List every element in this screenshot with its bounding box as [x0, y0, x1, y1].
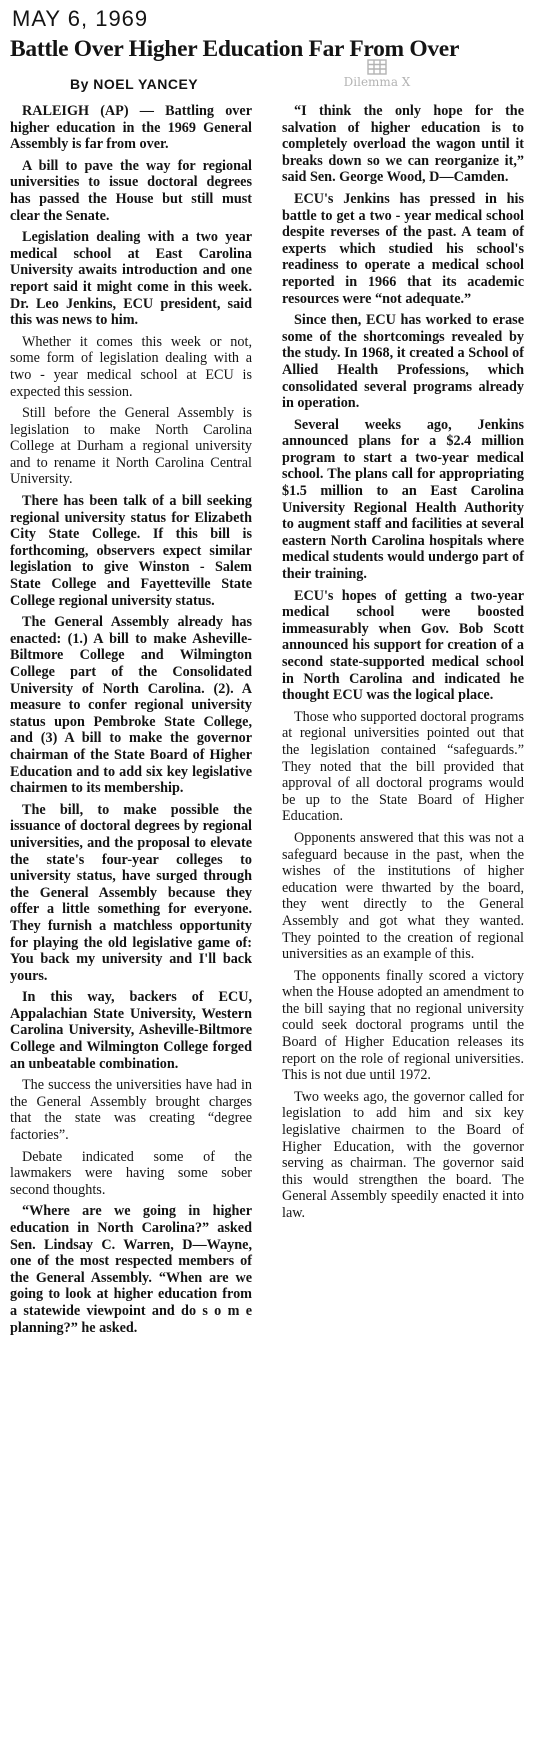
article-column-right [282, 103, 524, 1227]
article-paragraph: The General Assembly already has enacted: (1.) A bill to make Asheville-Biltmore College and Wilmington College part of the Consolidated University of North Carolina. (2). A measure to confer regional university status upon Pembroke State College, and (3) A bill to make the governor chairman of the State Board of Higher Education and to add six key legislative chairmen to its membership. [10, 614, 252, 797]
article-paragraph: Since then, ECU has worked to erase some of the shortcomings revealed by the study. In 1968, it created a School of Allied Health Professions, which consolidated several programs already in operation. [282, 312, 524, 412]
article-paragraph: Debate indicated some of the lawmakers were having some sober second thoughts. [10, 1148, 252, 1198]
article-paragraph: The opponents finally scored a victory when the House adopted an amendment to the bill saying that no regional university could seek doctoral programs until the Board of Higher Education releases its report on the role of regional universities. This is not due until 1972. [282, 967, 524, 1084]
article-paragraph: Legislation dealing with a two year medical school at East Carolina University awaits introduction and one report said it might come in this week. Dr. Leo Jenkins, ECU president, said this was news to him. [10, 229, 252, 329]
article-paragraph: The bill, to make possible the issuance of doctoral degrees by regional universities, and the proposal to elevate the state's four-year colleges to university status, have surged through the General Assembly because they offer a little something for everyone. They furnish a matchless opportunity for playing the old legislative game of: You back my university and I'll back yours. [10, 801, 252, 984]
article-paragraph: There has been talk of a bill seeking regional university status for Elizabeth City State College. If this bill is forthcoming, observers expect similar legislation to give Winston - Salem State College and Fayetteville State College regional university status. [10, 493, 252, 609]
logo-text: Dilemma X [343, 75, 411, 89]
article-paragraph: Two weeks ago, the governor called for legislation to add him and six key legislative chairmen to the Board of Higher Education, with the governor serving as chairman. The governor said this would strengthen the board. The General Assembly speedily enacted it into law. [282, 1088, 524, 1221]
article-paragraph: Whether it comes this week or not, some form of legislation dealing with a two - year medical school at ECU is expected this session. [10, 333, 252, 400]
article-paragraph: “I think the only hope for the salvation of higher education is to completely overload the wagon until it breaks down so we can reorganize it,” said Sen. George Wood, D—Camden. [282, 103, 524, 186]
dateline: MAY 6, 1969 [12, 6, 149, 31]
article-paragraph: Those who supported doctoral programs at regional universities pointed out that the legislation contained “safeguards.” They noted that the bill provided that approval of all doctoral programs would be up to the State Board of Higher Education. [282, 708, 524, 825]
article-paragraph: Several weeks ago, Jenkins announced plans for a $2.4 million program to start a two-year medical school. The plans call for appropriating $1.5 million to an East Carolina University Regional Health Authority to augment staff and facilities at several eastern North Carolina hospitals where medical students would undergo part of their training. [282, 416, 524, 583]
article-paragraph: The success the universities have had in the General Assembly brought charges that the state was creating “degree factories”. [10, 1077, 252, 1144]
article-paragraph: “Where are we going in higher education in North Carolina?” asked Sen. Lindsay C. Warren, D—Wayne, one of the most respected members of the General Assembly. “When are we going to look at higher education from a statewide viewpoint and do s o m e planning?” he asked. [10, 1203, 252, 1336]
dilemma-x-logo [322, 58, 432, 102]
headline: Battle Over Higher Education Far From Over [10, 36, 460, 62]
article-paragraph: In this way, backers of ECU, Appalachian State University, Western Carolina University, Asheville-Biltmore College and Wilmington College forged an unbeatable combination. [10, 989, 252, 1072]
article-paragraph: ECU's Jenkins has pressed in his battle to get a two - year medical school despite reverses of the past. A team of experts which studied his school's readiness to operate a medical school reported in 1966 that its academic resources were “not adequate.” [282, 190, 524, 307]
article-column-left [10, 103, 252, 1341]
article-paragraph: RALEIGH (AP) — Battling over higher education in the 1969 General Assembly is far from over. [10, 103, 252, 153]
article-paragraph: A bill to pave the way for regional universities to issue doctoral degrees has passed the House but still must clear the Senate. [10, 157, 252, 224]
article-paragraph: Still before the General Assembly is legislation to make North Carolina College at Durham a regional university and to rename it North Carolina Central University. [10, 405, 252, 488]
article-paragraph: Opponents answered that this was not a safeguard because in the past, when the wishes of the institutions of higher education were thwarted by the board, they went directly to the General Assembly and got what they wanted. They pointed to the creation of regional universities as an example of this. [282, 829, 524, 963]
byline: By NOEL YANCEY [70, 76, 199, 92]
logo-mark-icon [366, 58, 388, 76]
article-paragraph: ECU's hopes of getting a two-year medical school were boosted immeasurably when Gov. Bob Scott announced his support for creation of a second state-supported medical school in North Carolina and indicated he thought ECU was the logical place. [282, 587, 524, 704]
